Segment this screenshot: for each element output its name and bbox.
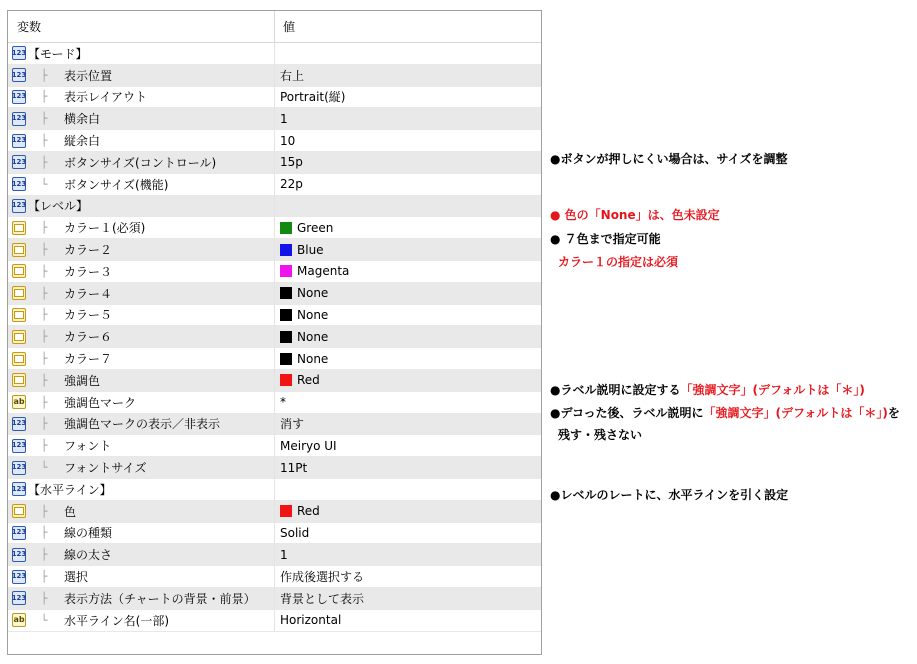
variable-name: 選択 bbox=[64, 570, 89, 585]
parameter-row[interactable] bbox=[8, 65, 541, 87]
variable-name: カラー１(必須) bbox=[64, 221, 146, 236]
color-swatch bbox=[280, 265, 292, 277]
value-cell[interactable] bbox=[275, 43, 541, 64]
value-cell[interactable] bbox=[275, 261, 541, 282]
variable-name: カラー６ bbox=[64, 330, 113, 345]
parameter-row[interactable] bbox=[8, 108, 541, 130]
value-text: Blue bbox=[297, 242, 324, 257]
group-row[interactable] bbox=[8, 479, 541, 501]
tree-connector: ├ bbox=[40, 155, 48, 169]
variable-name: カラー７ bbox=[64, 352, 113, 367]
value-cell[interactable] bbox=[275, 65, 541, 86]
variable-name: 縦余白 bbox=[64, 134, 101, 149]
group-row[interactable] bbox=[8, 43, 541, 65]
numeric-type-icon: 123 bbox=[12, 46, 26, 60]
tree-connector: ├ bbox=[40, 90, 48, 104]
parameter-row[interactable] bbox=[8, 523, 541, 545]
value-text: Horizontal bbox=[280, 613, 342, 628]
color-type-icon bbox=[12, 504, 26, 518]
value-cell[interactable] bbox=[275, 152, 541, 173]
tree-connector: ├ bbox=[40, 570, 48, 584]
tree-connector: ├ bbox=[40, 286, 48, 300]
value-text: 11Pt bbox=[280, 460, 308, 475]
value-text: 1 bbox=[280, 111, 288, 126]
value-text: None bbox=[297, 307, 329, 322]
variable-cell bbox=[8, 544, 275, 565]
value-cell[interactable] bbox=[275, 610, 541, 631]
tree-connector: ├ bbox=[40, 526, 48, 540]
tree-connector: ├ bbox=[40, 243, 48, 257]
variable-cell bbox=[8, 305, 275, 326]
tree-connector: ├ bbox=[40, 68, 48, 82]
value-cell[interactable] bbox=[275, 435, 541, 456]
numeric-type-icon: 123 bbox=[12, 112, 26, 126]
annotations bbox=[550, 0, 917, 664]
value-text: Meiryo UI bbox=[280, 438, 337, 453]
value-cell[interactable] bbox=[275, 305, 541, 326]
variable-cell bbox=[8, 196, 275, 217]
parameter-row[interactable] bbox=[8, 239, 541, 261]
variable-cell bbox=[8, 479, 275, 500]
numeric-type-icon: 123 bbox=[12, 461, 26, 475]
color-type-icon bbox=[12, 330, 26, 344]
parameter-row[interactable] bbox=[8, 348, 541, 370]
value-text: 1 bbox=[280, 547, 288, 562]
value-cell[interactable] bbox=[275, 588, 541, 609]
variable-name: ボタンサイズ(コントロール) bbox=[64, 155, 217, 170]
value-cell[interactable] bbox=[275, 239, 541, 260]
color-swatch bbox=[280, 222, 292, 234]
note-seven-colors: ● ７色まで指定可能 bbox=[550, 232, 661, 246]
variable-cell bbox=[8, 130, 275, 151]
tree-connector: └ bbox=[40, 613, 48, 627]
value-cell[interactable] bbox=[275, 544, 541, 565]
parameter-row[interactable] bbox=[8, 130, 541, 152]
tree-connector: ├ bbox=[40, 221, 48, 235]
value-cell[interactable] bbox=[275, 87, 541, 108]
numeric-type-icon: 123 bbox=[12, 90, 26, 104]
value-cell[interactable] bbox=[275, 501, 541, 522]
parameter-row[interactable] bbox=[8, 457, 541, 479]
variable-name: 水平ライン名(一部) bbox=[64, 613, 170, 628]
color-swatch bbox=[280, 374, 292, 386]
parameter-row[interactable] bbox=[8, 283, 541, 305]
color-type-icon bbox=[12, 308, 26, 322]
variable-name: 【モード】 bbox=[28, 46, 88, 61]
value-text: 22p bbox=[280, 177, 303, 192]
value-text: None bbox=[297, 329, 329, 344]
variable-name: カラー５ bbox=[64, 308, 113, 323]
parameter-row[interactable] bbox=[8, 217, 541, 239]
numeric-type-icon: 123 bbox=[12, 570, 26, 584]
color-swatch bbox=[280, 244, 292, 256]
variable-name: 表示方法（チャートの背景・前景） bbox=[64, 591, 256, 606]
variable-name: ボタンサイズ(機能) bbox=[64, 177, 169, 192]
variable-cell bbox=[8, 588, 275, 609]
value-text: None bbox=[297, 351, 329, 366]
value-cell[interactable] bbox=[275, 130, 541, 151]
value-text: 10 bbox=[280, 133, 296, 148]
parameter-row[interactable] bbox=[8, 305, 541, 327]
variable-name: 表示レイアウト bbox=[64, 90, 148, 105]
variable-cell bbox=[8, 261, 275, 282]
color-type-icon bbox=[12, 373, 26, 387]
tree-connector: ├ bbox=[40, 504, 48, 518]
value-text: 背景として表示 bbox=[280, 591, 365, 606]
variable-cell bbox=[8, 610, 275, 631]
note-none-color: ● 色の「None」は、色未設定 bbox=[550, 208, 720, 222]
numeric-type-icon: 123 bbox=[12, 591, 26, 605]
parameter-row[interactable] bbox=[8, 435, 541, 457]
tree-connector: └ bbox=[40, 461, 48, 475]
parameter-row[interactable] bbox=[8, 370, 541, 392]
value-cell[interactable] bbox=[275, 414, 541, 435]
numeric-type-icon: 123 bbox=[12, 199, 26, 213]
parameter-row[interactable] bbox=[8, 326, 541, 348]
variable-name: 【レベル】 bbox=[28, 199, 89, 214]
value-cell[interactable] bbox=[275, 174, 541, 195]
value-cell[interactable] bbox=[275, 217, 541, 238]
color-type-icon bbox=[12, 243, 26, 257]
color-swatch bbox=[280, 331, 292, 343]
value-text: 15p bbox=[280, 155, 303, 170]
variable-cell bbox=[8, 239, 275, 260]
numeric-type-icon: 123 bbox=[12, 548, 26, 562]
value-cell[interactable] bbox=[275, 457, 541, 478]
parameters-table bbox=[7, 10, 542, 655]
numeric-type-icon: 123 bbox=[12, 155, 26, 169]
tree-connector: ├ bbox=[40, 330, 48, 344]
variable-name: 強調色 bbox=[64, 373, 101, 388]
value-text: Solid bbox=[280, 525, 310, 540]
variable-cell bbox=[8, 217, 275, 238]
numeric-type-icon: 123 bbox=[12, 439, 26, 453]
value-text: 右上 bbox=[280, 68, 305, 83]
variable-cell bbox=[8, 566, 275, 587]
value-cell[interactable] bbox=[275, 196, 541, 217]
tree-connector: ├ bbox=[40, 134, 48, 148]
variable-cell bbox=[8, 65, 275, 86]
note-button-size: ●ボタンが押しにくい場合は、サイズを調整 bbox=[550, 152, 788, 166]
value-cell[interactable] bbox=[275, 566, 541, 587]
string-type-icon: ab bbox=[12, 613, 26, 627]
color-type-icon bbox=[12, 286, 26, 300]
variable-cell bbox=[8, 152, 275, 173]
variable-name: フォント bbox=[64, 439, 112, 454]
variable-name: カラー３ bbox=[64, 264, 113, 279]
tree-connector: ├ bbox=[40, 264, 48, 278]
value-cell[interactable] bbox=[275, 348, 541, 369]
variable-name: 線の種類 bbox=[64, 526, 113, 541]
value-text: None bbox=[297, 286, 329, 301]
numeric-type-icon: 123 bbox=[12, 526, 26, 540]
tree-connector: └ bbox=[40, 177, 48, 191]
variable-cell bbox=[8, 283, 275, 304]
variable-name: 強調色マーク bbox=[64, 395, 137, 410]
value-cell[interactable] bbox=[275, 370, 541, 391]
value-text: Portrait(縦) bbox=[280, 90, 346, 105]
value-text: Red bbox=[297, 373, 320, 388]
tree-connector: ├ bbox=[40, 308, 48, 322]
variable-cell bbox=[8, 174, 275, 195]
variable-cell bbox=[8, 501, 275, 522]
value-text: 消す bbox=[280, 417, 305, 432]
variable-cell bbox=[8, 108, 275, 129]
tree-connector: ├ bbox=[40, 373, 48, 387]
numeric-type-icon: 123 bbox=[12, 134, 26, 148]
variable-name: 横余白 bbox=[64, 112, 101, 127]
value-cell[interactable] bbox=[275, 392, 541, 413]
value-cell[interactable] bbox=[275, 326, 541, 347]
variable-cell bbox=[8, 43, 275, 64]
parameter-row[interactable] bbox=[8, 501, 541, 523]
value-cell[interactable] bbox=[275, 523, 541, 544]
table-header bbox=[8, 11, 541, 43]
group-row[interactable] bbox=[8, 196, 541, 218]
tree-connector: ├ bbox=[40, 591, 48, 605]
variable-cell bbox=[8, 414, 275, 435]
variable-name: 【水平ライン】 bbox=[28, 482, 112, 497]
numeric-type-icon: 123 bbox=[12, 417, 26, 431]
parameter-row[interactable] bbox=[8, 261, 541, 283]
parameter-row[interactable] bbox=[8, 610, 541, 632]
tree-connector: ├ bbox=[40, 439, 48, 453]
variable-cell bbox=[8, 435, 275, 456]
note-deco-line2: 残す・残さない bbox=[558, 428, 643, 442]
value-cell[interactable] bbox=[275, 108, 541, 129]
variable-name: カラー４ bbox=[64, 286, 113, 301]
variable-name: 色 bbox=[64, 504, 77, 519]
tree-connector: ├ bbox=[40, 352, 48, 366]
variable-name: カラー２ bbox=[64, 243, 113, 258]
variable-name: 線の太さ bbox=[64, 548, 113, 563]
variable-name: 強調色マークの表示／非表示 bbox=[64, 417, 221, 432]
variable-cell bbox=[8, 457, 275, 478]
color-swatch bbox=[280, 309, 292, 321]
variable-cell bbox=[8, 392, 275, 413]
numeric-type-icon: 123 bbox=[12, 68, 26, 82]
color-type-icon bbox=[12, 264, 26, 278]
parameter-row[interactable] bbox=[8, 566, 541, 588]
tree-connector: ├ bbox=[40, 548, 48, 562]
parameter-row[interactable] bbox=[8, 544, 541, 566]
parameter-row[interactable] bbox=[8, 414, 541, 436]
tree-connector: ├ bbox=[40, 395, 48, 409]
string-type-icon: ab bbox=[12, 395, 26, 409]
color-type-icon bbox=[12, 221, 26, 235]
variable-name: フォントサイズ bbox=[64, 461, 147, 476]
value-text: Red bbox=[297, 504, 320, 519]
parameter-row[interactable] bbox=[8, 392, 541, 414]
variable-name: 表示位置 bbox=[64, 68, 113, 83]
table-body bbox=[8, 43, 541, 632]
variable-cell bbox=[8, 348, 275, 369]
variable-cell bbox=[8, 523, 275, 544]
parameter-row[interactable] bbox=[8, 588, 541, 610]
parameter-row[interactable] bbox=[8, 152, 541, 174]
value-cell[interactable] bbox=[275, 479, 541, 500]
value-text: * bbox=[280, 395, 286, 410]
color-swatch bbox=[280, 353, 292, 365]
tree-connector: ├ bbox=[40, 112, 48, 126]
color-swatch bbox=[280, 505, 292, 517]
value-text: 作成後選択する bbox=[280, 570, 365, 585]
value-text: Magenta bbox=[297, 264, 350, 279]
parameter-row[interactable] bbox=[8, 174, 541, 196]
numeric-type-icon: 123 bbox=[12, 482, 26, 496]
variable-cell bbox=[8, 326, 275, 347]
note-emphasis-text: ●ラベル説明に設定する「強調文字」(デフォルトは「＊」) bbox=[550, 383, 865, 397]
note-horizontal-line: ●レベルのレートに、水平ラインを引く設定 bbox=[550, 488, 789, 502]
color-swatch bbox=[280, 287, 292, 299]
note-color1-required: カラー１の指定は必須 bbox=[558, 255, 679, 269]
variable-cell bbox=[8, 87, 275, 108]
column-header-variable[interactable]: 変数 bbox=[8, 11, 275, 42]
tree-connector: ├ bbox=[40, 417, 48, 431]
column-header-value[interactable]: 値 bbox=[283, 20, 296, 34]
numeric-type-icon: 123 bbox=[12, 177, 26, 191]
note-deco: ●デコった後、ラベル説明に「強調文字」(デフォルトは「＊」)を bbox=[550, 406, 900, 420]
value-text: Green bbox=[297, 220, 334, 235]
value-cell[interactable] bbox=[275, 283, 541, 304]
variable-cell bbox=[8, 370, 275, 391]
color-type-icon bbox=[12, 352, 26, 366]
parameter-row[interactable] bbox=[8, 87, 541, 109]
